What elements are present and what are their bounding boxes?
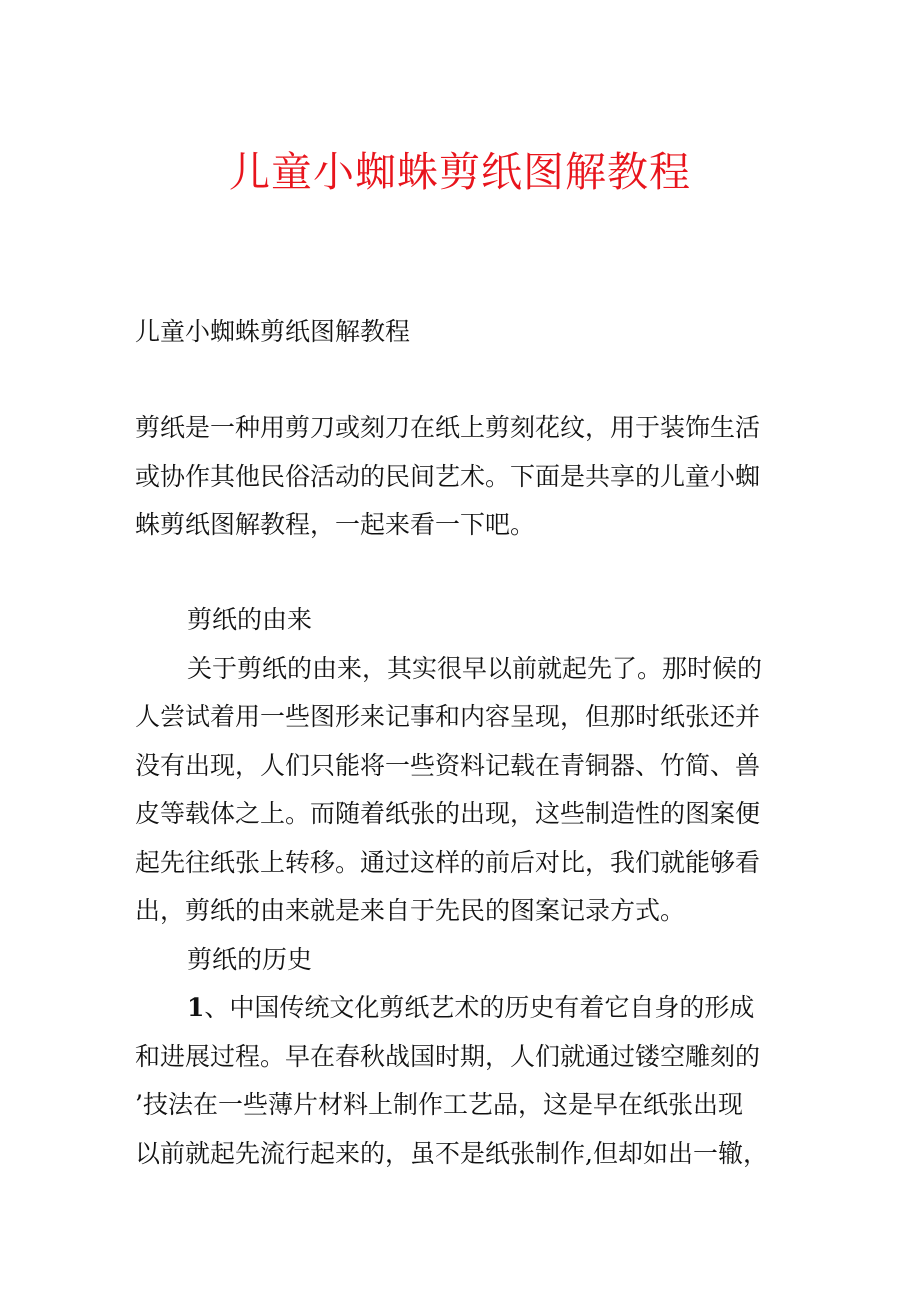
history-line: 和进展过程。早在春秋战国时期，人们就通过镂空雕刻的 [135,1041,761,1071]
origin-line: 皮等载体之上。而随着纸张的出现，这些制造性的图案便 [135,799,761,828]
history-line-text: 、中国传统文化剪纸艺术的历史有着它自身的形成 [204,993,755,1022]
document-title: 儿童小蜘蛛剪纸图解教程 [229,148,691,196]
intro-line: 剪纸是一种用剪刀或刻刀在纸上剪刻花纹，用于装饰生活 [135,413,761,442]
body-sections [135,596,795,1178]
history-line: 以前就起先流行起来的，虽不是纸张制作,但却如出一辙， [135,1138,768,1168]
intro-line: 蛛剪纸图解教程，一起来看一下吧。 [135,510,536,539]
section-heading-origin: 剪纸的由来 [187,605,313,634]
section-heading-history: 剪纸的历史 [187,944,313,974]
document-subtitle: 儿童小蜘蛛剪纸图解教程 [135,317,411,346]
history-item-number: 1 [187,993,205,1022]
intro-line: 或协作其他民俗活动的民间艺术。下面是共享的儿童小蜘 [135,461,761,491]
intro-paragraph [135,404,795,550]
origin-line: 关于剪纸的由来，其实很早以前就起先了。那时候的 [187,653,763,683]
origin-line: 人尝试着用一些图形来记事和内容呈现，但那时纸张还并 [135,702,761,731]
origin-line: 没有出现，人们只能将一些资料记载在青铜器、竹简、兽 [135,750,761,780]
origin-line: 起先往纸张上转移。通过这样的前后对比，我们就能够看 [135,847,761,877]
history-line: ’技法在一些薄片材料上制作工艺品，这是早在纸张出现 [135,1090,743,1119]
origin-line: 出，剪纸的由来就是来自于先民的图案记录方式。 [135,896,686,925]
history-line-first [135,984,795,1033]
